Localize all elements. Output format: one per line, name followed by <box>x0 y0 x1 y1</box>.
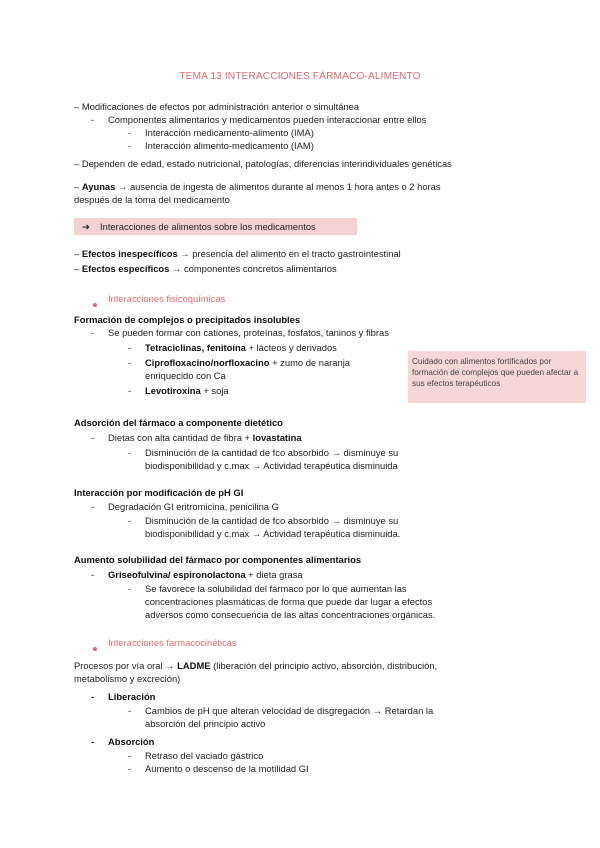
intro-line-1a-ii: Interacción alimento-medicamento (IAM) <box>145 140 314 151</box>
dash-bullet: - <box>128 342 132 353</box>
efectos-esp: – Efectos específicos → componentes concretos alimentarios <box>74 263 337 274</box>
item3 <box>145 384 229 397</box>
ayunas-cont: después de la toma del medicamento <box>74 194 230 205</box>
procesos-a: Procesos por vía oral → <box>74 660 178 671</box>
item3-drug: Levotiroxina <box>145 385 201 396</box>
esp-label: Efectos específicos <box>81 263 170 274</box>
intro-line-2: – Dependen de edad, estado nutricional, patologías, diferencias interindividuales genéticas <box>74 158 452 169</box>
esp-text: → componentes concretos alimentarios <box>171 263 337 274</box>
sol-rest: + dieta grasa <box>245 569 303 580</box>
inesp-label: Efectos inespecíficos <box>81 248 178 259</box>
dash-bullet: - <box>91 569 95 580</box>
sol-drug: Griseofulvina/ espironolactona <box>108 569 246 580</box>
complejos-title: Formación de complejos o precipitados insolubles <box>74 314 301 325</box>
item1-rest: + lácteos y derivados <box>245 342 337 353</box>
abs-l2: Aumento o descenso de la motilidad GI <box>145 763 309 774</box>
adsorcion-sub-text: Dietas con alta cantidad de fibra + <box>108 432 253 443</box>
ayunas-line: – Ayunas → ausencia de ingesta de alimentos durante al menos 1 hora antes o 2 horas <box>74 181 441 192</box>
item2 <box>145 356 350 369</box>
arrow-icon: ➔ <box>82 221 90 232</box>
abs-label: Absorción <box>108 736 155 747</box>
procesos-c: (liberación del principio activo, absorción, distribución, <box>210 660 438 671</box>
procesos-b: LADME <box>177 660 211 671</box>
bullet-icon <box>93 297 97 310</box>
lib-l1: Cambios de pH que alteran velocidad de disgregación → Retardan la <box>145 705 434 716</box>
item2-rest: + zumo de naranja <box>269 357 351 368</box>
sol-item <box>108 568 303 581</box>
note-box: Cuidado con alimentos fortificados por formación de complejos que pueden afectar a sus efectos terapéuticos <box>408 351 586 403</box>
inesp-text: → presencia del alimento en el tracto gastrointestinal <box>180 248 401 259</box>
dash-bullet: - <box>91 691 95 702</box>
lib-l2: absorción del principio activo <box>145 718 266 729</box>
dash-bullet: - <box>91 327 95 338</box>
lib-label: Liberación <box>108 691 156 702</box>
fisico-heading: Interacciones fisicoquímicas <box>108 293 226 304</box>
ayunas-text: → ausencia de ingesta de alimentos durante al menos 1 hora antes o 2 horas <box>117 181 441 192</box>
adsorcion-l2: biodisponibilidad y c.max → Actividad terapéutica disminuida <box>145 460 398 471</box>
bullet-icon <box>93 641 97 654</box>
procesos-line <box>74 659 437 672</box>
intro-line-1: – Modificaciones de efectos por administración anterior o simultánea <box>74 101 360 112</box>
item2-cont: enriquecido con Ca <box>145 370 226 381</box>
dash-bullet: - <box>128 447 132 458</box>
dash-bullet: - <box>128 127 132 138</box>
highlight-text: Interacciones de alimentos sobre los medicamentos <box>100 221 316 232</box>
ayunas-label: Ayunas <box>81 181 116 192</box>
dash-bullet: - <box>91 736 95 747</box>
sol-l2: concentraciones plasmáticas de forma que puede dar lugar a efectos <box>145 596 433 607</box>
intro-line-1a-i: Interacción medicamento-alimento (IMA) <box>145 127 314 138</box>
ph-title: Interacción por modificación de pH GI <box>74 487 244 498</box>
item1 <box>145 341 337 354</box>
efectos-inesp: – Efectos inespecíficos → presencia del alimento en el tracto gastrointestinal <box>74 248 401 259</box>
farmaco-heading: Interacciones farmacocinéticas <box>108 637 237 648</box>
dash-bullet: - <box>128 515 132 526</box>
abs-l1: Retraso del vaciado gástrico <box>145 750 264 761</box>
adsorcion-sub <box>108 431 302 444</box>
ph-l2: biodisponibilidad y c.max → Actividad terapéutica disminuida. <box>145 528 401 539</box>
dash-bullet: - <box>128 140 132 151</box>
dash-bullet: - <box>91 501 95 512</box>
dash-bullet: - <box>91 432 95 443</box>
dash-bullet: - <box>128 385 132 396</box>
dash-bullet: - <box>128 763 132 774</box>
intro-line-1a: Componentes alimentarios y medicamentos pueden interaccionar entre ellos <box>108 114 427 125</box>
adsorcion-l1: Disminución de la cantidad de fco absorbido → disminuye su <box>145 447 399 458</box>
dash-bullet: - <box>91 114 95 125</box>
item3-rest: + soja <box>200 385 229 396</box>
item2-drug: Ciprofloxacino/norfloxacino <box>145 357 270 368</box>
dash-bullet: - <box>128 750 132 761</box>
adsorcion-title: Adsorción del fármaco a componente dietético <box>74 417 283 428</box>
ph-sub: Degradación GI eritromicina, penicilina G <box>108 501 279 512</box>
dash-bullet: - <box>128 705 132 716</box>
sol-l1: Se favorece la solubilidad del fármaco por lo que aumentan las <box>145 583 407 594</box>
procesos-cont: metabolismo y excreción) <box>74 673 181 684</box>
page-title: TEMA 13 INTERACCIONES FÁRMACO-ALIMENTO <box>179 71 421 82</box>
complejos-sub: Se pueden formar con cationes, proteínas, fosfatos, taninos y fibras <box>108 327 389 338</box>
adsorcion-drug: lovastatina <box>252 432 302 443</box>
sol-l3: adversos como consecuencia de las altas concentraciones orgánicas. <box>145 609 436 620</box>
item1-drug: Tetraciclinas, fenitoína <box>145 342 246 353</box>
ph-l1: Disminución de la cantidad de fco absorbido → disminuye su <box>145 515 399 526</box>
sol-title: Aumento solubilidad del fármaco por componentes alimentarios <box>74 554 362 565</box>
dash-bullet: - <box>128 583 132 594</box>
dash-bullet: - <box>128 357 132 368</box>
